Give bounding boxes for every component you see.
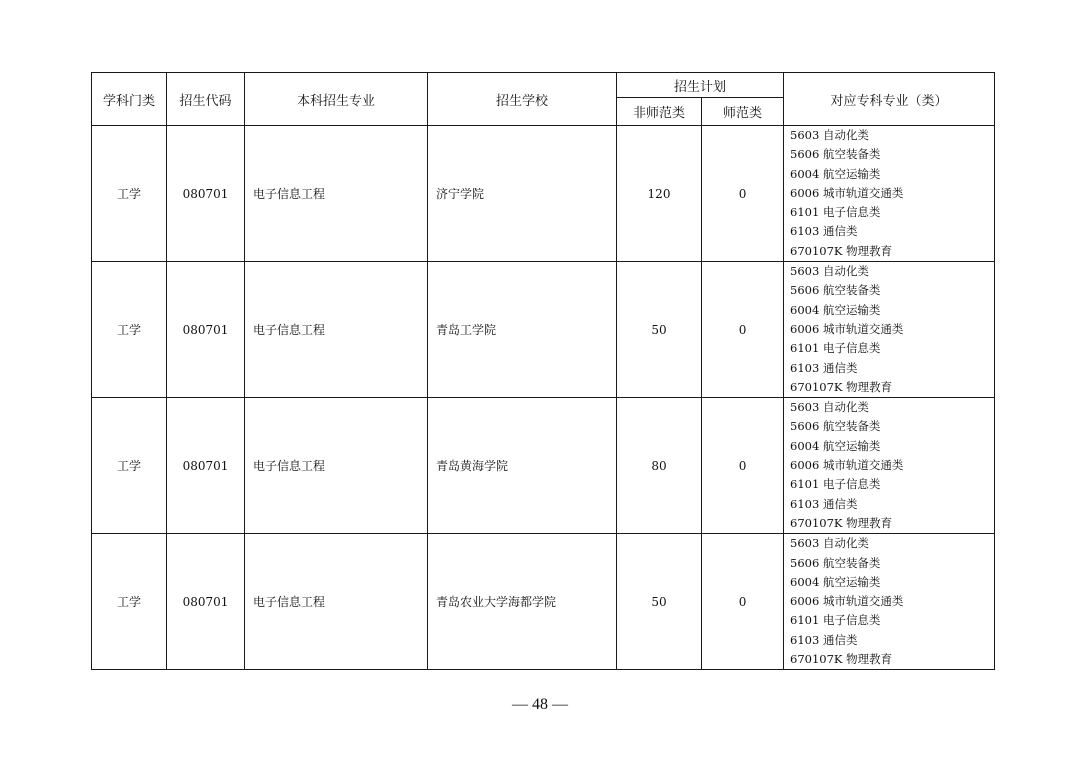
related-major-item: 5606 航空装备类 <box>790 283 881 298</box>
related-major-item: 6006 城市轨道交通类 <box>790 458 904 473</box>
cell-school: 青岛工学院 <box>428 262 617 398</box>
related-major-item: 5606 航空装备类 <box>790 555 881 570</box>
cell-related-majors <box>784 398 995 534</box>
cell-discipline: 工学 <box>92 126 167 262</box>
related-major-item: 5603 自动化类 <box>790 536 869 551</box>
enrollment-table <box>91 72 995 670</box>
cell-school: 济宁学院 <box>428 126 617 262</box>
related-major-item: 670107K 物理教育 <box>790 379 893 394</box>
related-major-item: 6004 航空运输类 <box>790 166 881 181</box>
related-major-item: 6101 电子信息类 <box>790 613 881 628</box>
cell-teacher: 0 <box>702 398 784 534</box>
cell-discipline: 工学 <box>92 398 167 534</box>
related-major-item: 5606 航空装备类 <box>790 147 881 162</box>
related-major-item: 670107K 物理教育 <box>790 515 893 530</box>
cell-school: 青岛黄海学院 <box>428 398 617 534</box>
related-major-item: 670107K 物理教育 <box>790 243 893 258</box>
related-major-item: 670107K 物理教育 <box>790 652 893 667</box>
header-plan: 招生计划 <box>617 73 784 98</box>
cell-teacher: 0 <box>702 126 784 262</box>
related-major-item: 6006 城市轨道交通类 <box>790 321 904 336</box>
header-discipline: 学科门类 <box>92 73 167 126</box>
cell-related-majors <box>784 126 995 262</box>
cell-major: 电子信息工程 <box>245 534 428 670</box>
cell-discipline: 工学 <box>92 534 167 670</box>
cell-non-teacher: 50 <box>617 534 702 670</box>
related-major-item: 6004 航空运输类 <box>790 574 881 589</box>
cell-code: 080701 <box>167 534 245 670</box>
cell-related-majors <box>784 534 995 670</box>
cell-code: 080701 <box>167 126 245 262</box>
header-related: 对应专科专业（类） <box>784 73 995 126</box>
related-major-item: 6101 电子信息类 <box>790 341 881 356</box>
page-number: — 48 — <box>512 696 568 713</box>
related-major-item: 6103 通信类 <box>790 496 858 511</box>
cell-related-majors <box>784 262 995 398</box>
table-row <box>92 534 995 670</box>
cell-discipline: 工学 <box>92 262 167 398</box>
header-code: 招生代码 <box>167 73 245 126</box>
cell-code: 080701 <box>167 262 245 398</box>
table-body <box>92 126 995 670</box>
cell-non-teacher: 120 <box>617 126 702 262</box>
cell-teacher: 0 <box>702 262 784 398</box>
cell-teacher: 0 <box>702 534 784 670</box>
cell-major: 电子信息工程 <box>245 398 428 534</box>
header-major: 本科招生专业 <box>245 73 428 126</box>
related-major-item: 6004 航空运输类 <box>790 302 881 317</box>
header-school: 招生学校 <box>428 73 617 126</box>
related-major-item: 6103 通信类 <box>790 224 858 239</box>
header-teacher: 师范类 <box>702 98 784 126</box>
related-major-item: 5603 自动化类 <box>790 400 869 415</box>
cell-non-teacher: 50 <box>617 262 702 398</box>
related-major-item: 6103 通信类 <box>790 632 858 647</box>
cell-major: 电子信息工程 <box>245 126 428 262</box>
cell-major: 电子信息工程 <box>245 262 428 398</box>
table-row <box>92 398 995 534</box>
cell-school: 青岛农业大学海都学院 <box>428 534 617 670</box>
related-major-item: 6006 城市轨道交通类 <box>790 185 904 200</box>
related-major-item: 5606 航空装备类 <box>790 419 881 434</box>
related-major-item: 6004 航空运输类 <box>790 438 881 453</box>
related-major-item: 6101 电子信息类 <box>790 477 881 492</box>
header-non-teacher: 非师范类 <box>617 98 702 126</box>
related-major-item: 6006 城市轨道交通类 <box>790 594 904 609</box>
table-row <box>92 126 995 262</box>
related-major-item: 5603 自动化类 <box>790 128 869 142</box>
related-major-item: 6103 通信类 <box>790 360 858 375</box>
cell-non-teacher: 80 <box>617 398 702 534</box>
table-row <box>92 262 995 398</box>
related-major-item: 6101 电子信息类 <box>790 205 881 220</box>
related-major-item: 5603 自动化类 <box>790 264 869 279</box>
cell-code: 080701 <box>167 398 245 534</box>
